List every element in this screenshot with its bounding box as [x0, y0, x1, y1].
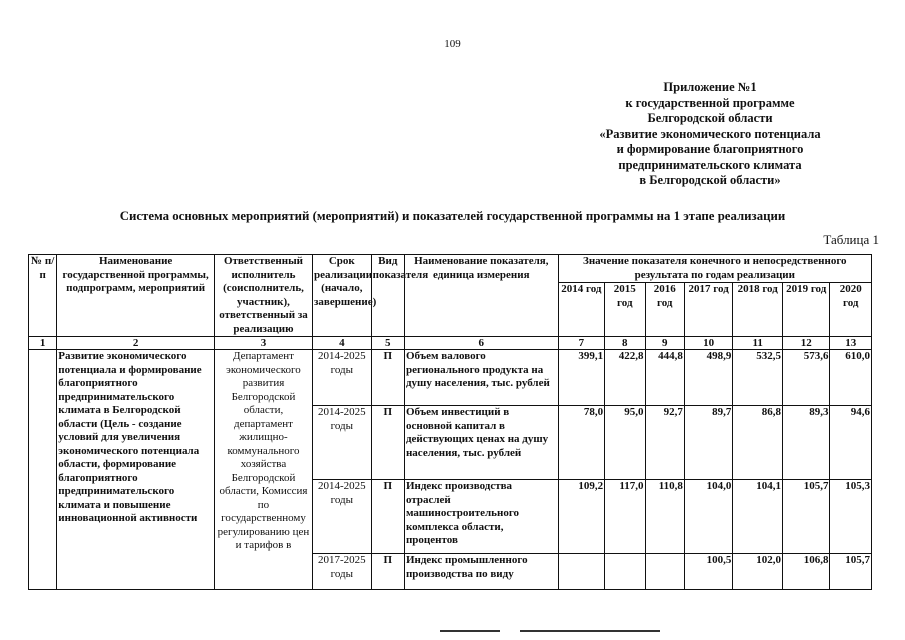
column-number-row [29, 337, 872, 350]
column-number: 12 [782, 337, 830, 350]
period-cell: 2014-2025 годы [313, 350, 372, 406]
responsible-cell: Департамент экономического развития Белгородской области, департамент жилищно-коммунального хозяйства Белгородской области, Комиссия по государственному регулированию цен и тарифов в [214, 350, 312, 590]
value-cell: 89,3 [782, 406, 830, 480]
value-cell: 444,8 [645, 350, 684, 406]
appendix-line: Приложение №1 [663, 80, 757, 94]
value-cell: 94,6 [830, 406, 872, 480]
column-number: 7 [558, 337, 604, 350]
column-number: 3 [214, 337, 312, 350]
value-cell: 532,5 [733, 350, 783, 406]
value-cell: 102,0 [733, 554, 783, 590]
indicator-cell: Индекс производства отраслей машиностроительного комплекса области, процентов [404, 480, 558, 554]
value-cell: 92,7 [645, 406, 684, 480]
value-cell: 117,0 [605, 480, 645, 554]
appendix-line: предпринимательского климата [618, 157, 802, 172]
value-cell: 110,8 [645, 480, 684, 554]
value-cell [645, 554, 684, 590]
value-cell: 422,8 [605, 350, 645, 406]
value-cell: 104,1 [733, 480, 783, 554]
value-cell: 105,3 [830, 480, 872, 554]
header-year: 2020 год [830, 283, 872, 337]
table-row [29, 350, 872, 406]
value-cell: 106,8 [782, 554, 830, 590]
value-cell: 89,7 [684, 406, 733, 480]
header-type: Вид показателя [371, 255, 404, 337]
scan-artifact [520, 630, 660, 632]
header-year: 2015 год [605, 283, 645, 337]
column-number: 1 [29, 337, 57, 350]
header-year: 2016 год [645, 283, 684, 337]
header-period: Срок реализации (начало, завершение) [313, 255, 372, 337]
column-number: 2 [57, 337, 215, 350]
type-cell: П [371, 406, 404, 480]
value-cell: 78,0 [558, 406, 604, 480]
indicator-cell: Индекс промышленного производства по виду [404, 554, 558, 590]
value-cell: 399,1 [558, 350, 604, 406]
appendix-heading [520, 80, 900, 189]
row-number-cell [29, 350, 57, 590]
value-cell [605, 554, 645, 590]
period-cell: 2017-2025 годы [313, 554, 372, 590]
column-number: 13 [830, 337, 872, 350]
table-label: Таблица 1 [823, 232, 879, 247]
value-cell: 100,5 [684, 554, 733, 590]
column-number: 9 [645, 337, 684, 350]
type-cell: П [371, 350, 404, 406]
column-number: 5 [371, 337, 404, 350]
value-cell: 104,0 [684, 480, 733, 554]
type-cell: П [371, 554, 404, 590]
indicator-cell: Объем инвестиций в основной капитал в действующих ценах на душу населения, тыс. рублей [404, 406, 558, 480]
header-year: 2018 год [733, 283, 783, 337]
header-name: Наименование государственной программы, подпрограмм, мероприятий [57, 255, 215, 337]
value-cell: 86,8 [733, 406, 783, 480]
header-year: 2017 год [684, 283, 733, 337]
column-number: 6 [404, 337, 558, 350]
value-cell: 105,7 [782, 480, 830, 554]
table-container [28, 254, 872, 599]
program-name-cell: Развитие экономического потенциала и формирование благоприятного предпринимательского климата в Белгородской области (Цель - создание условий для увеличения экономического потенциала области, формирование благоприятного предпринимательского климата и повышение инновационной активности [57, 350, 215, 590]
value-cell [558, 554, 604, 590]
value-cell: 95,0 [605, 406, 645, 480]
value-cell: 610,0 [830, 350, 872, 406]
appendix-line: и формирование благоприятного [616, 142, 804, 156]
column-number: 8 [605, 337, 645, 350]
type-cell: П [371, 480, 404, 554]
appendix-line: Белгородской области [647, 111, 773, 125]
period-cell: 2014-2025 годы [313, 406, 372, 480]
column-number: 4 [313, 337, 372, 350]
header-year: 2014 год [558, 283, 604, 337]
value-cell: 498,9 [684, 350, 733, 406]
scan-artifact [440, 630, 500, 632]
document-title: Система основных мероприятий (мероприятий) и показателей государственной программы на 1 этапе реализации [119, 209, 786, 223]
value-cell: 573,6 [782, 350, 830, 406]
appendix-line: к государственной программе [625, 95, 795, 110]
column-number: 11 [733, 337, 783, 350]
period-cell: 2014-2025 годы [313, 480, 372, 554]
header-year: 2019 год [782, 283, 830, 337]
indicators-table [28, 254, 872, 590]
value-cell: 109,2 [558, 480, 604, 554]
indicator-cell: Объем валового регионального продукта на душу населения, тыс. рублей [404, 350, 558, 406]
header-responsible: Ответственный исполнитель (соисполнитель, участник), ответственный за реализацию [214, 255, 312, 337]
appendix-line: в Белгородской области» [639, 173, 781, 187]
header-values-group: Значение показателя конечного и непосредственного результата по годам реализации [558, 255, 871, 283]
header-indicator: Наименование показателя, единица измерения [404, 255, 558, 337]
page-number: 109 [444, 38, 461, 50]
header-num: № п/п [29, 255, 57, 337]
value-cell: 105,7 [830, 554, 872, 590]
appendix-line: «Развитие экономического потенциала [599, 126, 821, 141]
column-number: 10 [684, 337, 733, 350]
